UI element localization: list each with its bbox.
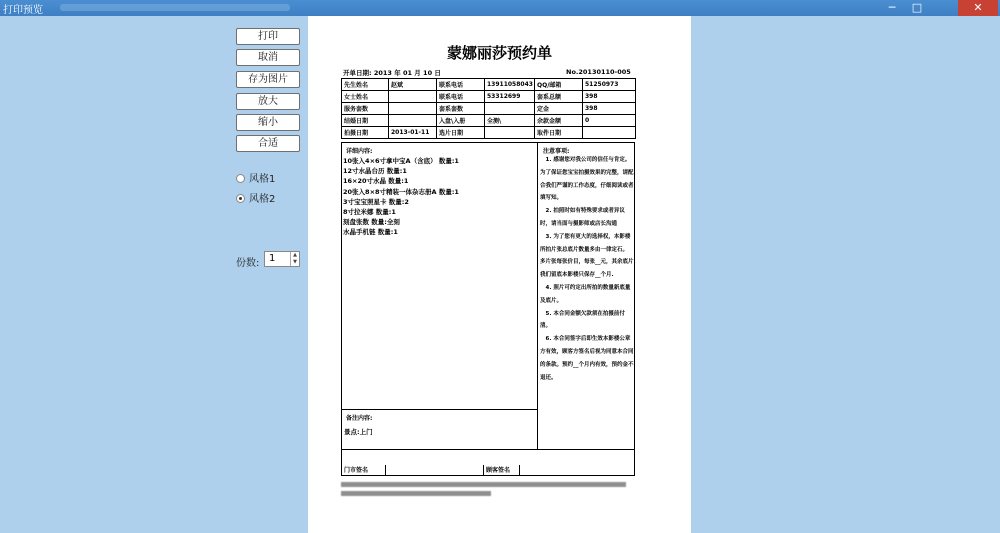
table-cell: 51250973: [583, 79, 636, 91]
divider: [537, 143, 538, 449]
list-item: 3. 为了您有更大的选择权，本影楼所拍片张总底片数量多由一律定石。 多片张每张价目，每张__元，其余底片我们留底本影楼只保存__个月.: [540, 233, 634, 279]
customer-sign-label: 顾客签名: [484, 465, 520, 476]
table-cell: 13911058043: [485, 79, 535, 91]
table-cell: 2013-01-11: [389, 127, 437, 139]
order-number: No.20130110-005: [566, 68, 631, 76]
close-button[interactable]: ✕: [958, 0, 998, 16]
table-cell: [485, 103, 535, 115]
maximize-button[interactable]: □: [911, 1, 923, 14]
preview-right-margin: [691, 16, 1000, 533]
style2-radio[interactable]: [236, 193, 275, 207]
minimize-button[interactable]: ─: [888, 1, 896, 14]
list-item: 2. 拍照时如有特殊要求或者异议时，请当面与摄影师或店长沟通: [540, 208, 625, 227]
table-cell: 0: [583, 115, 636, 127]
style1-label: 风格1: [249, 174, 276, 185]
cancel-button[interactable]: 取消: [236, 49, 300, 66]
table-cell: 余款金额: [535, 115, 583, 127]
table-cell: [389, 103, 437, 115]
table-cell: [389, 115, 437, 127]
zoom-out-button[interactable]: 缩小: [236, 114, 300, 131]
document-title: 蒙娜丽莎预约单: [446, 44, 552, 62]
detail-label: 详细内容:: [346, 148, 373, 155]
list-item: 8寸拉米娜 数量:1: [343, 208, 396, 217]
radio-checked-icon: [236, 194, 245, 203]
table-cell: 服务套数: [342, 103, 389, 115]
copies-stepper[interactable]: [264, 251, 300, 267]
remarks-text: 景点:上门: [344, 428, 373, 436]
print-preview-page: [308, 16, 691, 533]
list-item: 16×20寸水晶 数量:1: [343, 177, 409, 186]
list-item: 4. 照片可约定出所拍的数量新底量及底片。: [540, 284, 631, 304]
store-sign-field: [386, 465, 484, 476]
table-cell: 全测\: [485, 115, 535, 127]
table-row: [342, 127, 636, 139]
list-item: 10张入4×6寸拿中宝A（含底） 数量:1: [343, 157, 459, 165]
table-cell: 入盘\入册: [437, 115, 485, 127]
table-cell: 取件日期: [535, 127, 583, 139]
style2-label: 风格2: [249, 194, 276, 205]
list-item: 1. 感谢您对我公司的信任与肯定。为了保证您宝宝拍摄效果的完整，请配合我们严谨的工作态度，仔细阅读或者填写知。: [540, 157, 634, 202]
table-cell: 选片日期: [437, 127, 485, 139]
table-cell: 女士姓名: [342, 91, 389, 103]
table-cell: 联系电话: [437, 79, 485, 91]
notes-list: [540, 154, 634, 384]
table-cell: 套系套数: [437, 103, 485, 115]
table-row: [342, 103, 636, 115]
table-cell: 先生姓名: [342, 79, 389, 91]
list-item: 6. 本合同签字后即生效本影楼公章方有效，顾客方签名后视为同意本合同的条款。预约__个月内有效，预约金不退还。: [540, 336, 634, 381]
notes-label: 注意事项:: [543, 148, 570, 155]
copies-value: 1: [269, 253, 276, 264]
table-cell: [389, 91, 437, 103]
table-cell: 拍摄日期: [342, 127, 389, 139]
table-row: [342, 79, 636, 91]
table-cell: 联系电话: [437, 91, 485, 103]
order-body-box: [341, 142, 635, 476]
table-cell: 结婚日期: [342, 115, 389, 127]
table-cell: 赵斌: [389, 79, 437, 91]
table-cell: QQ/邮箱: [535, 79, 583, 91]
zoom-in-button[interactable]: 放大: [236, 93, 300, 110]
remarks-label: 备注内容:: [346, 415, 373, 422]
save-image-button[interactable]: 存为图片: [236, 71, 300, 88]
detail-list: [343, 156, 535, 238]
fit-button[interactable]: 合适: [236, 135, 300, 152]
window-title: 打印预览: [3, 5, 43, 16]
booking-info-table: [341, 78, 636, 139]
table-cell: 套系总额: [535, 91, 583, 103]
table-cell: 53312699: [485, 91, 535, 103]
signature-row: [342, 465, 634, 476]
footer-obscured-text: [341, 482, 626, 487]
print-button[interactable]: 打印: [236, 28, 300, 45]
title-bar: [0, 0, 1000, 16]
list-item: 12寸水晶台历 数量:1: [343, 167, 407, 176]
table-cell: 398: [583, 91, 636, 103]
table-row: [342, 91, 636, 103]
radio-unchecked-icon: [236, 174, 245, 183]
list-item: 水晶手机链 数量:1: [343, 228, 398, 237]
list-item: 3寸宝宝照星卡 数量:2: [343, 197, 409, 206]
copies-label: 份数:: [236, 258, 260, 269]
table-row: [342, 115, 636, 127]
store-sign-label: 门市签名: [342, 465, 386, 476]
title-bar-obscured-text: [60, 4, 290, 11]
table-cell: 定金: [535, 103, 583, 115]
table-cell: 398: [583, 103, 636, 115]
footer-obscured-text: [341, 491, 491, 496]
list-item: 5. 本合同金额欠款须在拍摄前付清。: [540, 310, 625, 330]
open-date: 开单日期: 2013 年 01 月 10 日: [343, 69, 441, 77]
list-item: 刻盘张数 数量:全刻: [343, 218, 400, 227]
table-cell: [485, 127, 535, 139]
divider: [342, 409, 537, 410]
divider: [342, 449, 634, 450]
list-item: 20张入8×8寸精装一体杂志册A 数量:1: [343, 187, 459, 196]
table-cell: [583, 127, 636, 139]
spin-arrows-icon[interactable]: ▲ ▼: [290, 252, 299, 266]
style1-radio[interactable]: [236, 173, 275, 187]
